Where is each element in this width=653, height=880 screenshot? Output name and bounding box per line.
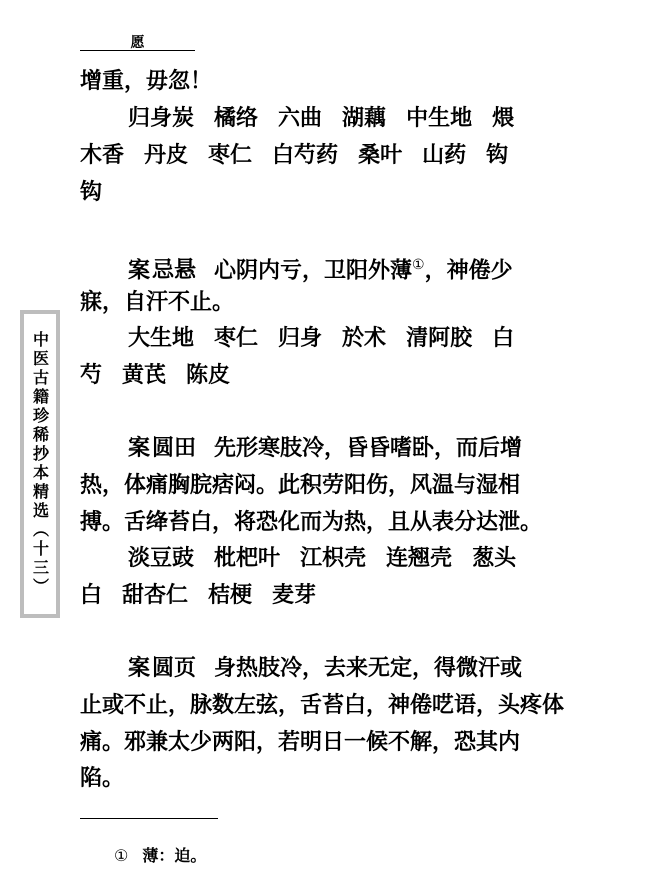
case-text: ，神倦少 xyxy=(424,257,513,284)
herb: 六曲 xyxy=(278,105,323,131)
case-text: 身热肢冷，去来无定，得微汗或 xyxy=(214,655,523,681)
footnote-text: 薄：迫。 xyxy=(142,846,207,865)
case-name: 圆田 xyxy=(152,435,197,461)
herb: 归身炭 xyxy=(128,105,195,131)
prev-herbs-line2 xyxy=(80,140,508,170)
herb: 甜杏仁 xyxy=(122,582,189,608)
herb: 中生地 xyxy=(406,105,473,131)
prev-end-text: 增重，毋忽！ xyxy=(80,68,213,94)
case1-herbs-line1 xyxy=(128,323,514,353)
herb: 归身 xyxy=(278,325,323,351)
herb: 於术 xyxy=(342,325,387,351)
case-label: 案 xyxy=(128,435,153,461)
herb: 湖藕 xyxy=(342,105,387,131)
case2-line3: 搏。舌绛苔白，将恐化而为热，且从表分达泄。 xyxy=(80,509,543,535)
herb: 钩 xyxy=(486,142,509,168)
herb: 桔梗 xyxy=(208,582,253,608)
herb: 淡豆豉 xyxy=(128,545,195,571)
prev-herbs-line3: 钩 xyxy=(80,179,103,205)
footnote-ref: ① xyxy=(412,257,425,273)
header-rule xyxy=(80,50,195,51)
case-name: 忌悬 xyxy=(152,257,197,284)
herb: 葱头 xyxy=(472,545,517,571)
herb: 大生地 xyxy=(128,325,195,351)
herb: 白 xyxy=(492,325,515,351)
case1-line1 xyxy=(128,250,513,285)
herb: 橘络 xyxy=(214,105,259,131)
case-text: 先形寒肢冷，昏昏嗜卧，而后增 xyxy=(214,435,523,461)
case-text: 心阴内亏，卫阳外薄 xyxy=(214,257,413,284)
herb: 煨 xyxy=(492,105,515,131)
case2-herbs-line2 xyxy=(80,580,316,610)
herb: 山药 xyxy=(422,142,467,168)
herb: 陈皮 xyxy=(186,362,231,388)
footnote-mark: ① xyxy=(114,846,129,865)
case3-line2: 止或不止，脉数左弦，舌苔白，神倦呓语，头疼体 xyxy=(80,692,565,718)
case3-line4: 陷。 xyxy=(80,765,125,791)
case-label: 案 xyxy=(128,655,153,681)
herb: 黄芪 xyxy=(122,362,167,388)
footnote-rule xyxy=(80,818,218,819)
footnote xyxy=(114,843,206,866)
case-name: 圆页 xyxy=(152,655,197,681)
running-header: 愿 xyxy=(130,35,145,51)
herb: 枣仁 xyxy=(208,142,253,168)
herb: 木香 xyxy=(80,142,125,168)
side-tab xyxy=(20,310,60,618)
side-tab-label: 中医古籍珍稀抄本精选（十三） xyxy=(30,331,50,597)
case1-line2: 寐，自汗不止。 xyxy=(80,289,235,315)
case2-herbs-line1 xyxy=(128,543,516,573)
case3-line1 xyxy=(128,653,522,683)
case1-herbs-line2 xyxy=(80,360,230,390)
herb: 连翘壳 xyxy=(386,545,453,571)
case2-line1 xyxy=(128,433,522,463)
herb: 白芍药 xyxy=(272,142,339,168)
case3-line3: 痛。邪兼太少两阳，若明日一候不解，恐其内 xyxy=(80,729,521,755)
herb: 麦芽 xyxy=(272,582,317,608)
herb: 白 xyxy=(80,582,103,608)
herb: 枇杷叶 xyxy=(214,545,281,571)
herb: 芍 xyxy=(80,362,103,388)
case-label: 案 xyxy=(128,257,153,284)
prev-herbs-line1 xyxy=(128,103,514,133)
herb: 江枳壳 xyxy=(300,545,367,571)
herb: 枣仁 xyxy=(214,325,259,351)
herb: 清阿胶 xyxy=(406,325,473,351)
case2-line2: 热，体痛胸脘痞闷。此积劳阳伤，风温与湿相 xyxy=(80,472,521,498)
herb: 丹皮 xyxy=(144,142,189,168)
herb: 桑叶 xyxy=(358,142,403,168)
